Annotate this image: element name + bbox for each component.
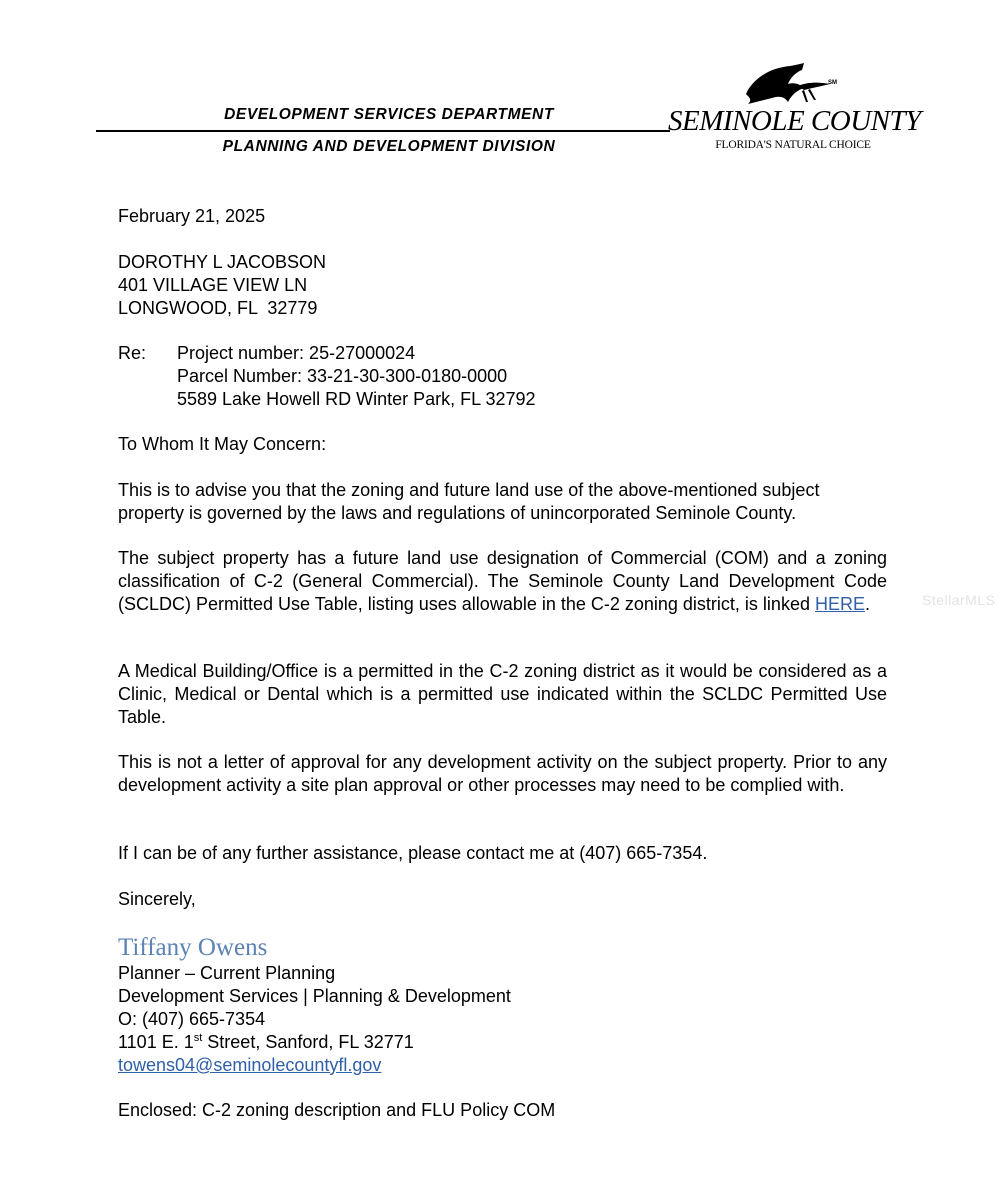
paragraph-zoning-end: . <box>864 594 870 614</box>
closing: Sincerely, <box>118 889 196 909</box>
seminole-county-logo <box>668 60 921 160</box>
watermark: StellarMLS <box>922 592 996 608</box>
permitted-use-table-link[interactable]: HERE <box>814 594 865 614</box>
project-number: Project number: 25-27000024 <box>177 343 416 363</box>
paragraph-zoning-text: The subject property has a future land use designation of Commercial (COM) and a zoning classification of C-2 (General Commercial). The Seminole County Land Development Code (SCLDC) Permitted Use Table, listing uses allowable in the C-2 zoning district, is linked <box>118 548 887 614</box>
re-label: Re: <box>118 343 147 363</box>
signer-title: Planner – Current Planning <box>118 963 336 983</box>
signer-address-start: 1101 E. 1 <box>118 1032 194 1052</box>
signer-address-ordinal: st <box>193 1032 203 1044</box>
paragraph-medical-use: A Medical Building/Office is a permitted in the C-2 zoning district as it would be considered as a Clinic, Medical or Dental which is a permitted use indicated within the SCLDC Permitted Use Table. <box>118 661 887 727</box>
re-details <box>177 342 536 411</box>
signer-department: Development Services | Planning & Development <box>118 986 511 1006</box>
recipient-name: DOROTHY L JACOBSON <box>118 252 327 272</box>
signer-address-end: Street, Sanford, FL 32771 <box>202 1032 414 1052</box>
paragraph-governance: This is to advise you that the zoning and future land use of the above-mentioned subject property is governed by the laws and regulations of unincorporated Seminole County. <box>118 480 820 523</box>
logo-tagline: FLORIDA'S NATURAL CHOICE <box>715 139 871 151</box>
signer-address <box>118 1031 887 1054</box>
parcel-number: Parcel Number: 33-21-30-300-0180-0000 <box>177 366 508 386</box>
enclosed-note: Enclosed: C-2 zoning description and FLU Policy COM <box>118 1100 556 1120</box>
salutation: To Whom It May Concern: <box>118 434 327 454</box>
division-heading: PLANNING AND DEVELOPMENT DIVISION <box>222 138 556 155</box>
paragraph-disclaimer: This is not a letter of approval for any development activity on the subject property. Prior to any development activity a site plan approval or other processes may need to be complied with. <box>118 752 887 795</box>
signer-email-line <box>118 1054 887 1077</box>
signer-email-link[interactable]: towens04@seminolecountyfl.gov <box>118 1055 382 1075</box>
recipient-street: 401 VILLAGE VIEW LN <box>118 275 308 295</box>
signer-phone: O: (407) 665-7354 <box>118 1009 266 1029</box>
paragraph-contact: If I can be of any further assistance, please contact me at (407) 665-7354. <box>118 843 708 863</box>
recipient-city: LONGWOOD, FL 32779 <box>118 298 318 318</box>
paragraph-zoning <box>118 547 887 616</box>
signature-name: Tiffany Owens <box>118 934 268 961</box>
service-mark: SM <box>828 80 837 86</box>
property-address: 5589 Lake Howell RD Winter Park, FL 32792 <box>177 389 536 409</box>
department-heading: DEVELOPMENT SERVICES DEPARTMENT <box>224 106 554 123</box>
header-divider <box>96 130 670 132</box>
logo-county-name: SEMINOLE COUNTY <box>668 105 921 137</box>
letter-date: February 21, 2025 <box>118 206 266 226</box>
